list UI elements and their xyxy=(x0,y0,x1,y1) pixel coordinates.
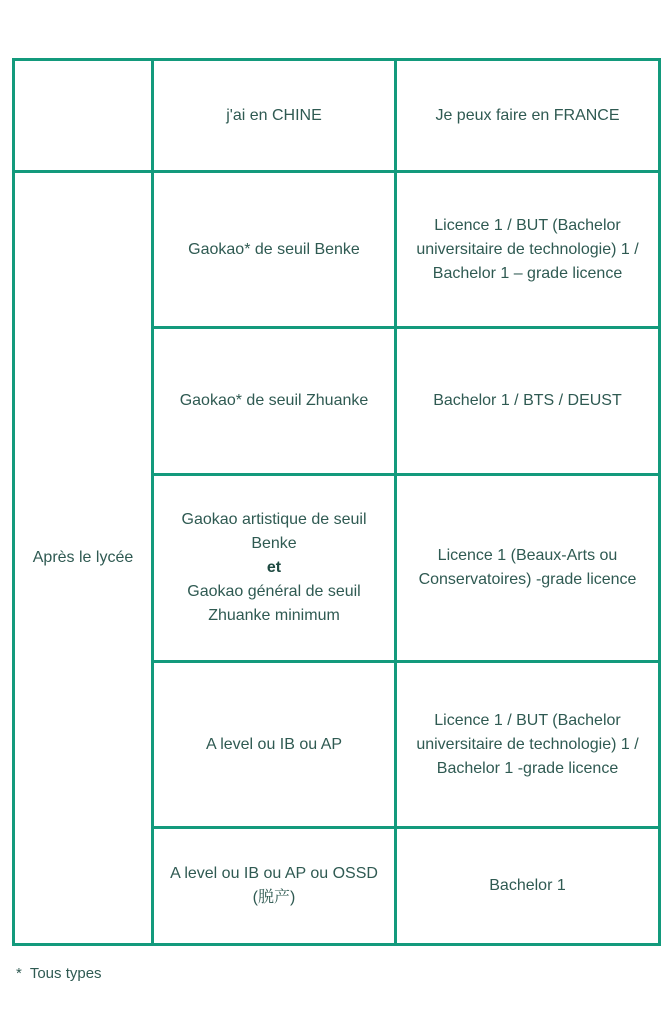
cell-china: Gaokao* de seuil Zhuanke xyxy=(153,328,396,475)
cell-china-part1: Gaokao artistique de seuil Benke xyxy=(181,511,367,552)
footnote-marker: * xyxy=(16,965,22,982)
cell-france: Licence 1 (Beaux-Arts ou Conservatoires) -grade licence xyxy=(396,475,660,662)
cell-france: Bachelor 1 / BTS / DEUST xyxy=(396,328,660,475)
cell-france: Licence 1 / BUT (Bachelor universitaire de technologie) 1 / Bachelor 1 – grade licence xyxy=(396,172,660,328)
table-header-row xyxy=(14,60,660,172)
cell-china: A level ou IB ou AP ou OSSD (脱产) xyxy=(153,828,396,945)
equivalence-table xyxy=(12,58,661,946)
equivalence-table-container xyxy=(12,58,658,946)
table-row xyxy=(14,172,660,328)
footnote xyxy=(16,965,102,982)
cell-france: Licence 1 / BUT (Bachelor universitaire de technologie) 1 / Bachelor 1 -grade licence xyxy=(396,662,660,828)
header-cell-france: Je peux faire en FRANCE xyxy=(396,60,660,172)
cell-china: Gaokao* de seuil Benke xyxy=(153,172,396,328)
cell-china xyxy=(153,475,396,662)
header-cell-china: j'ai en CHINE xyxy=(153,60,396,172)
footnote-text: Tous types xyxy=(29,965,102,982)
cell-china: A level ou IB ou AP xyxy=(153,662,396,828)
header-cell-empty xyxy=(14,60,153,172)
cell-china-connector: et xyxy=(266,559,282,576)
cell-france: Bachelor 1 xyxy=(396,828,660,945)
cell-china-part2: Gaokao général de seuil Zhuanke minimum xyxy=(187,583,361,624)
row-group-label: Après le lycée xyxy=(14,172,153,945)
